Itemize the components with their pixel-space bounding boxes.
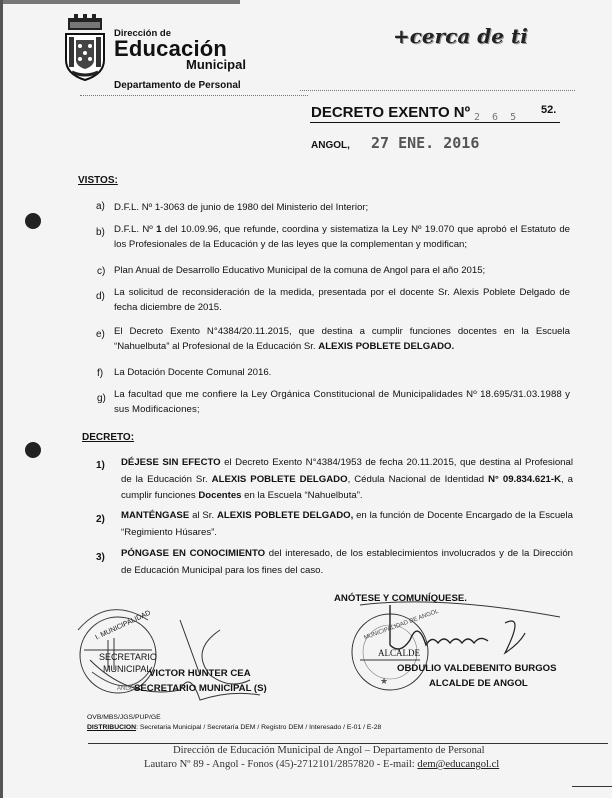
distribution-label: DISTRIBUCION [87,724,137,731]
text: en la función de Docente Encargado de la Escuela “Regimiento Húsares”. [121,510,573,538]
text: D.F.L. Nº [114,224,157,235]
stamp-text: SECRETARIO [99,652,157,662]
text: , a cumplir funciones [121,473,573,501]
secretary-name: VICTOR HUNTER CEA [149,668,251,679]
vistos-item [114,222,570,252]
vistos-label: d) [96,291,105,302]
vistos-item [114,324,570,354]
text: El Decreto Exento N°4384/20.11.2015, que destina a cumplir funciones docentes en la Escuela “Nahuelbuta” al Profesional de la Educación Sr. [114,326,570,352]
punch-hole [25,442,41,458]
text: , Cédula Nacional de Identidad [347,473,489,485]
decreto-number: 1) [96,460,105,471]
bold-text: N° 09.834.621-K [488,473,561,485]
footer-contact: Lautaro Nº 89 - Angol - Fonos (45)-2712101/2857820 - E-mail: [144,759,415,770]
vistos-item: D.F.L. Nº 1-3063 de junio de 1980 del Ministerio del Interior; [114,202,369,213]
decree-underline [310,122,560,123]
bold-text: DÉJESE SIN EFECTO [121,457,221,468]
vistos-label: f) [97,368,104,379]
footer-divider [88,743,608,744]
header-line1: Dirección de [114,28,172,39]
stamp-text: ANGOL [117,686,139,692]
bold-text: ALEXIS POBLETE DELGADO. [318,341,455,352]
decreto-number: 3) [96,552,105,563]
stamped-date: 27 ENE. 2016 [371,134,480,152]
vistos-label: c) [97,266,106,277]
bold-text: Docentes [198,490,242,501]
decreto-number: 2) [96,514,105,525]
signature-scribble-icon [160,620,280,690]
text: al Sr. [189,510,217,521]
mayor-role: ALCALDE DE ANGOL [429,678,528,689]
vistos-item: La facultad que me confiere la Ley Orgánica Constitucional de Municipalidades Nº 18.695/31.03.1988 y sus Modificaciones; [114,389,570,415]
header-department: Departamento de Personal [114,80,241,91]
stamp-text: ALCALDE [378,648,420,658]
mayor-name: OBDULIO VALDEBENITO BURGOS [397,663,557,674]
distribution [87,724,381,731]
initials: OVB/MBS/JGS/PUP/GE [87,714,161,721]
vistos-heading: VISTOS: [78,175,118,186]
svg-text:★: ★ [380,676,389,686]
decreto-item [121,546,573,579]
vistos-label: b) [96,227,105,238]
bold-text: PÓNGASE EN CONOCIMIENTO [121,548,266,559]
decree-stamped-number: 2 6 5 [474,112,520,123]
vistos-label: a) [96,201,105,212]
text: el Decreto Exento N°4384/1953 de fecha 20.11.2015, que destina al Profesional de la Educación Sr. [121,457,573,485]
bold-text: 1 [156,224,162,235]
divider [300,90,575,91]
email-link[interactable]: dem@educangol.cl [417,759,500,770]
mayor-signature-icon [380,595,590,655]
vistos-label: g) [97,393,106,404]
bold-text: ALEXIS POBLETE DELGADO, [216,510,354,521]
decree-suffix: 52. [541,104,557,116]
bold-text: ALEXIS POBLETE DELGADO [211,473,348,485]
scan-edge-left [0,0,3,798]
stamp-text: I. MUNICIPALIDAD [94,609,152,642]
header-line3: Municipal [186,57,246,72]
footer-line1: Dirección de Educación Municipal de Angol – Departamento de Personal [173,745,485,756]
decreto-heading: DECRETO: [82,432,135,443]
text: del interesado, de los establecimientos involucrados y de la Dirección de Educación Municipal para los fines del caso. [121,548,573,576]
decreto-item [121,508,573,541]
vistos-item: La Dotación Docente Comunal 2016. [114,367,272,378]
scan-mark [572,786,612,787]
bold-text: MANTÉNGASE [121,510,190,521]
vistos-item: Plan Anual de Desarrollo Educativo Municipal de la comuna de Angol para el año 2015; [114,265,486,276]
decree-title: DECRETO EXENTO Nº [311,104,471,121]
footer-line2 [144,759,499,770]
vistos-label: e) [96,329,105,340]
stamp-text: MUNICIPALIDAD DE ANGOL [363,608,440,642]
vistos-item: La solicitud de reconsideración de la medida, presentada por el docente Sr. Alexis Poblete Delgado de fecha diciembre de 2015. [114,287,570,313]
closing-formula: ANÓTESE Y COMUNÍQUESE. [334,593,467,604]
coat-of-arms-icon [64,12,106,82]
slogan: +cerca de ti [393,24,528,48]
header-title: Educación [114,36,228,61]
punch-hole [25,213,41,229]
text: en la Escuela “Nahuelbuta”. [241,490,363,501]
distribution-text: : Secretaria Municipal / Secretaría DEM / Registro DEM / Interesado / E-01 / E-28 [136,724,382,731]
decreto-item [121,455,573,505]
secretary-role: SECRETARIO MUNICIPAL (S) [134,683,267,694]
text: del 10.09.96, que refunde, coordina y sistematiza la Ley Nº 19.070 que aprobó el Estatuto de los Profesionales de la Educación y de las leyes que la complementan y modifican; [114,224,570,250]
divider [80,95,308,96]
place: ANGOL, [311,140,350,151]
scan-edge [0,0,240,4]
stamp-text: MUNICIPAL [103,664,152,674]
